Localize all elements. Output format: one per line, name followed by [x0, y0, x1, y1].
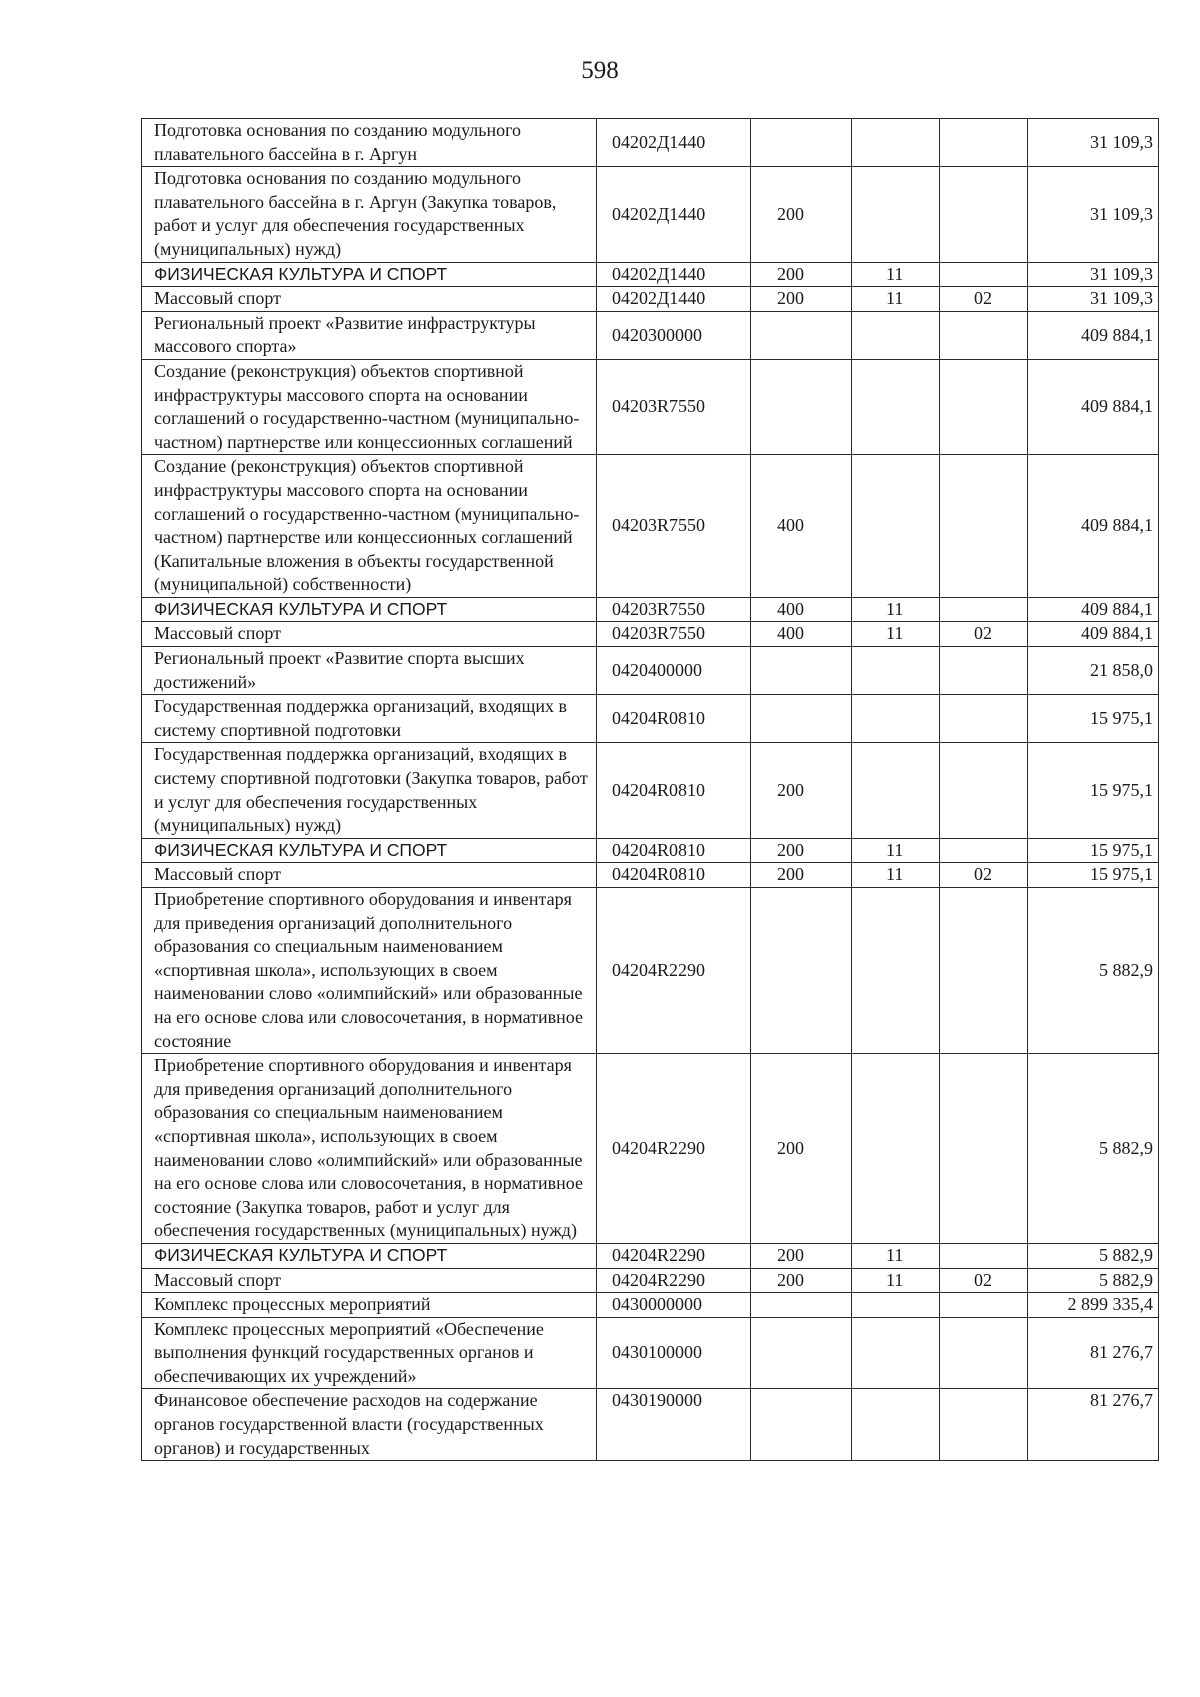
expense-type-cell — [751, 1317, 852, 1389]
table-row — [142, 359, 1159, 454]
expense-type-cell — [751, 311, 852, 359]
table-row — [142, 262, 1159, 287]
target-code-cell: 04203R7550 — [597, 622, 751, 647]
section-cell — [852, 695, 940, 743]
subsection-cell — [940, 167, 1028, 262]
section-cell — [852, 311, 940, 359]
expense-type-cell: 400 — [751, 455, 852, 598]
section-cell — [852, 1317, 940, 1389]
subsection-cell — [940, 888, 1028, 1054]
section-cell — [852, 1389, 940, 1461]
item-name-cell: Создание (реконструкция) объектов спортивной инфраструктуры массового спорта на основании соглашений о государственно-частном (муниципально-частном) партнерстве или концессионных соглашений — [142, 359, 597, 454]
subsection-cell: 02 — [940, 863, 1028, 888]
target-code-cell: 04204R2290 — [597, 888, 751, 1054]
subsection-cell — [940, 119, 1028, 167]
budget-table-body — [142, 119, 1159, 1461]
table-row — [142, 743, 1159, 838]
item-name-cell: Создание (реконструкция) объектов спортивной инфраструктуры массового спорта на основании соглашений о государственно-частном (муниципально-частном) партнерстве или концессионных соглашений (Капитальные вложения в объекты государственной (муниципальной) собственности) — [142, 455, 597, 598]
table-row — [142, 838, 1159, 863]
target-code-cell: 04204R0810 — [597, 838, 751, 863]
subsection-cell — [940, 838, 1028, 863]
amount-cell: 81 276,7 — [1028, 1317, 1159, 1389]
subsection-cell — [940, 743, 1028, 838]
subsection-cell — [940, 1389, 1028, 1461]
amount-cell: 409 884,1 — [1028, 455, 1159, 598]
item-name-cell: Подготовка основания по созданию модульного плавательного бассейна в г. Аргун (Закупка товаров, работ и услуг для обеспечения государственных (муниципальных) нужд) — [142, 167, 597, 262]
table-row — [142, 1389, 1159, 1461]
subsection-cell — [940, 359, 1028, 454]
target-code-cell: 04204R2290 — [597, 1243, 751, 1268]
section-cell: 11 — [852, 1268, 940, 1293]
amount-cell: 409 884,1 — [1028, 597, 1159, 622]
table-row — [142, 888, 1159, 1054]
item-name-cell: Государственная поддержка организаций, входящих в систему спортивной подготовки (Закупка товаров, работ и услуг для обеспечения государственных (муниципальных) нужд) — [142, 743, 597, 838]
amount-cell: 31 109,3 — [1028, 119, 1159, 167]
expense-type-cell — [751, 888, 852, 1054]
expense-type-cell — [751, 1389, 852, 1461]
amount-cell: 15 975,1 — [1028, 863, 1159, 888]
expense-type-cell: 200 — [751, 863, 852, 888]
budget-table — [141, 118, 1159, 1461]
item-name-cell: ФИЗИЧЕСКАЯ КУЛЬТУРА И СПОРТ — [142, 1243, 597, 1268]
item-name-cell: Массовый спорт — [142, 1268, 597, 1293]
expense-type-cell: 200 — [751, 262, 852, 287]
expense-type-cell — [751, 647, 852, 695]
item-name-cell: Финансовое обеспечение расходов на содержание органов государственной власти (государственных органов) и государственных — [142, 1389, 597, 1461]
amount-cell: 5 882,9 — [1028, 1054, 1159, 1244]
amount-cell: 31 109,3 — [1028, 262, 1159, 287]
section-cell: 11 — [852, 287, 940, 312]
table-row — [142, 1317, 1159, 1389]
target-code-cell: 04203R7550 — [597, 455, 751, 598]
section-cell: 11 — [852, 262, 940, 287]
section-cell — [852, 359, 940, 454]
section-cell — [852, 647, 940, 695]
amount-cell: 2 899 335,4 — [1028, 1293, 1159, 1318]
item-name-cell: Комплекс процессных мероприятий — [142, 1293, 597, 1318]
target-code-cell: 04204R2290 — [597, 1268, 751, 1293]
item-name-cell: Приобретение спортивного оборудования и инвентаря для приведения организаций дополнительного образования со специальным наименованием «спортивная школа», использующих в своем наименовании слово «олимпийский» или образованные на его основе слова или словосочетания, в нормативное состояние — [142, 888, 597, 1054]
amount-cell: 409 884,1 — [1028, 311, 1159, 359]
table-row — [142, 1293, 1159, 1318]
target-code-cell: 04202Д1440 — [597, 262, 751, 287]
target-code-cell: 0420300000 — [597, 311, 751, 359]
subsection-cell — [940, 647, 1028, 695]
target-code-cell: 04202Д1440 — [597, 167, 751, 262]
item-name-cell: Комплекс процессных мероприятий «Обеспечение выполнения функций государственных органов и обеспечивающих их учреждений» — [142, 1317, 597, 1389]
table-row — [142, 863, 1159, 888]
target-code-cell: 04204R0810 — [597, 863, 751, 888]
section-cell: 11 — [852, 1243, 940, 1268]
table-row — [142, 622, 1159, 647]
table-row — [142, 311, 1159, 359]
amount-cell: 15 975,1 — [1028, 743, 1159, 838]
target-code-cell: 04204R2290 — [597, 1054, 751, 1244]
table-row — [142, 1268, 1159, 1293]
section-cell — [852, 1054, 940, 1244]
target-code-cell: 04202Д1440 — [597, 119, 751, 167]
subsection-cell: 02 — [940, 287, 1028, 312]
page-number: 598 — [581, 57, 619, 84]
table-row — [142, 119, 1159, 167]
section-cell — [852, 455, 940, 598]
target-code-cell: 0420400000 — [597, 647, 751, 695]
expense-type-cell — [751, 119, 852, 167]
amount-cell: 21 858,0 — [1028, 647, 1159, 695]
item-name-cell: Массовый спорт — [142, 622, 597, 647]
target-code-cell: 0430190000 — [597, 1389, 751, 1461]
item-name-cell: Государственная поддержка организаций, входящих в систему спортивной подготовки — [142, 695, 597, 743]
expense-type-cell: 200 — [751, 287, 852, 312]
table-row — [142, 695, 1159, 743]
item-name-cell: ФИЗИЧЕСКАЯ КУЛЬТУРА И СПОРТ — [142, 597, 597, 622]
subsection-cell — [940, 262, 1028, 287]
subsection-cell — [940, 1317, 1028, 1389]
amount-cell: 15 975,1 — [1028, 838, 1159, 863]
item-name-cell: ФИЗИЧЕСКАЯ КУЛЬТУРА И СПОРТ — [142, 262, 597, 287]
target-code-cell: 0430000000 — [597, 1293, 751, 1318]
expense-type-cell: 400 — [751, 622, 852, 647]
target-code-cell: 04204R0810 — [597, 695, 751, 743]
section-cell — [852, 119, 940, 167]
table-row — [142, 167, 1159, 262]
section-cell: 11 — [852, 838, 940, 863]
table-row — [142, 647, 1159, 695]
expense-type-cell: 200 — [751, 1054, 852, 1244]
amount-cell: 31 109,3 — [1028, 167, 1159, 262]
table-row — [142, 1243, 1159, 1268]
subsection-cell — [940, 311, 1028, 359]
expense-type-cell: 200 — [751, 1243, 852, 1268]
table-row — [142, 1054, 1159, 1244]
expense-type-cell: 200 — [751, 1268, 852, 1293]
item-name-cell: Массовый спорт — [142, 287, 597, 312]
table-row — [142, 455, 1159, 598]
table-row — [142, 287, 1159, 312]
item-name-cell: Подготовка основания по созданию модульного плавательного бассейна в г. Аргун — [142, 119, 597, 167]
item-name-cell: Региональный проект «Развитие инфраструктуры массового спорта» — [142, 311, 597, 359]
amount-cell: 81 276,7 — [1028, 1389, 1159, 1461]
subsection-cell — [940, 1293, 1028, 1318]
section-cell — [852, 167, 940, 262]
amount-cell: 409 884,1 — [1028, 622, 1159, 647]
target-code-cell: 04204R0810 — [597, 743, 751, 838]
amount-cell: 5 882,9 — [1028, 1243, 1159, 1268]
table-row — [142, 597, 1159, 622]
expense-type-cell: 400 — [751, 597, 852, 622]
amount-cell: 31 109,3 — [1028, 287, 1159, 312]
subsection-cell — [940, 695, 1028, 743]
expense-type-cell: 200 — [751, 167, 852, 262]
item-name-cell: Массовый спорт — [142, 863, 597, 888]
item-name-cell: Приобретение спортивного оборудования и инвентаря для приведения организаций дополнительного образования со специальным наименованием «спортивная школа», использующих в своем наименовании слово «олимпийский» или образованные на его основе слова или словосочетания, в нормативное состояние (Закупка товаров, работ и услуг для обеспечения государственных (муниципальных) нужд) — [142, 1054, 597, 1244]
amount-cell: 5 882,9 — [1028, 888, 1159, 1054]
target-code-cell: 0430100000 — [597, 1317, 751, 1389]
subsection-cell — [940, 1054, 1028, 1244]
section-cell — [852, 743, 940, 838]
expense-type-cell — [751, 1293, 852, 1318]
amount-cell: 5 882,9 — [1028, 1268, 1159, 1293]
section-cell: 11 — [852, 597, 940, 622]
section-cell: 11 — [852, 622, 940, 647]
amount-cell: 15 975,1 — [1028, 695, 1159, 743]
section-cell — [852, 888, 940, 1054]
expense-type-cell: 200 — [751, 743, 852, 838]
expense-type-cell — [751, 359, 852, 454]
target-code-cell: 04202Д1440 — [597, 287, 751, 312]
amount-cell: 409 884,1 — [1028, 359, 1159, 454]
subsection-cell: 02 — [940, 1268, 1028, 1293]
expense-type-cell: 200 — [751, 838, 852, 863]
section-cell — [852, 1293, 940, 1318]
item-name-cell: Региональный проект «Развитие спорта высших достижений» — [142, 647, 597, 695]
subsection-cell — [940, 455, 1028, 598]
target-code-cell: 04203R7550 — [597, 597, 751, 622]
section-cell: 11 — [852, 863, 940, 888]
subsection-cell — [940, 1243, 1028, 1268]
subsection-cell: 02 — [940, 622, 1028, 647]
target-code-cell: 04203R7550 — [597, 359, 751, 454]
expense-type-cell — [751, 695, 852, 743]
subsection-cell — [940, 597, 1028, 622]
item-name-cell: ФИЗИЧЕСКАЯ КУЛЬТУРА И СПОРТ — [142, 838, 597, 863]
